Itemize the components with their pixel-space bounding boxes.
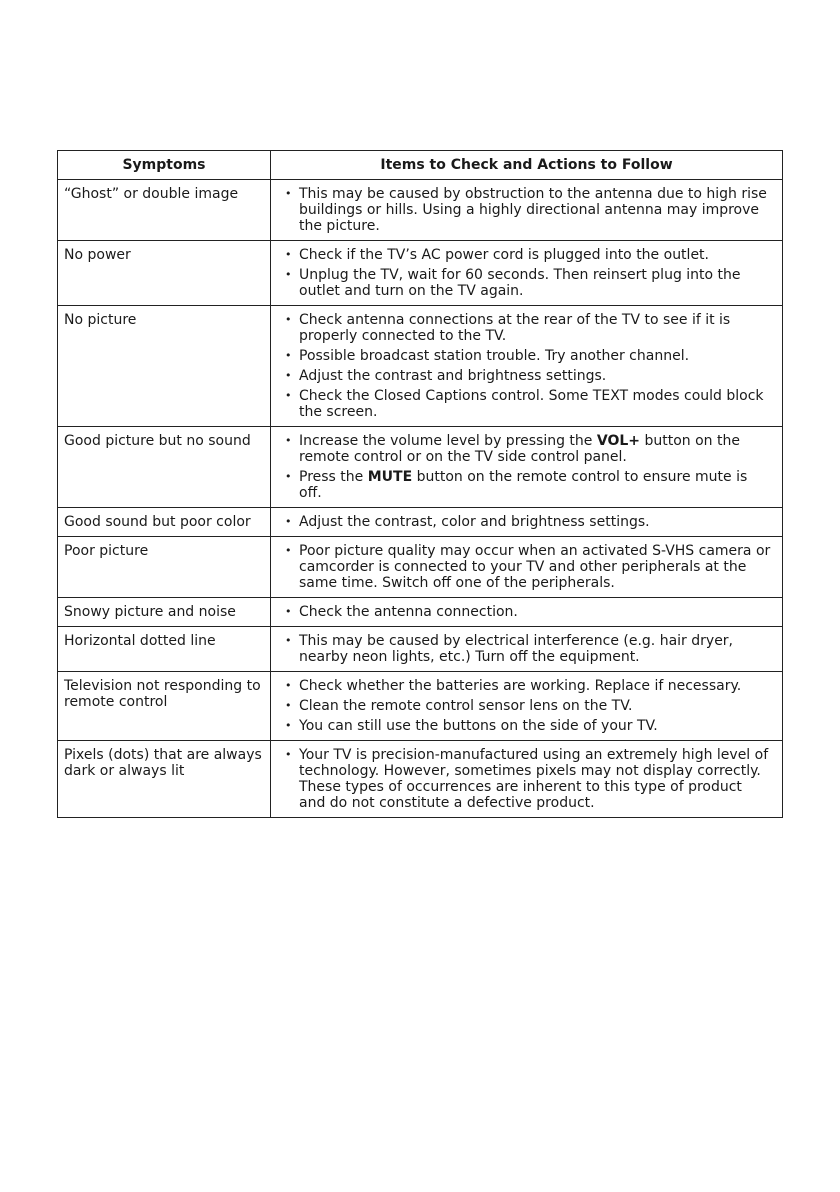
action-list — [285, 312, 772, 420]
bullet-icon: • — [285, 434, 292, 447]
bullet-icon: • — [285, 349, 292, 362]
bullet-icon: • — [285, 634, 292, 647]
action-item — [285, 267, 772, 299]
symptom-cell: Snowy picture and noise — [58, 598, 271, 627]
action-item — [285, 368, 772, 384]
bullet-icon: • — [285, 248, 292, 261]
action-list — [285, 433, 772, 501]
actions-cell — [271, 741, 783, 818]
action-text: You can still use the buttons on the side of your TV. — [299, 718, 658, 734]
action-list — [285, 678, 772, 734]
action-list — [285, 247, 772, 299]
actions-cell — [271, 241, 783, 306]
actions-cell — [271, 306, 783, 427]
table-row — [58, 627, 783, 672]
actions-cell — [271, 672, 783, 741]
table-row — [58, 241, 783, 306]
action-text: This may be caused by electrical interference (e.g. hair dryer, nearby neon lights, etc.) Turn off the equipment. — [299, 633, 734, 665]
action-item — [285, 514, 772, 530]
table-row — [58, 741, 783, 818]
action-text: Check whether the batteries are working. Replace if necessary. — [299, 678, 742, 694]
action-text: This may be caused by obstruction to the antenna due to high rise buildings or hills. Using a highly directional antenna may improve the picture. — [299, 186, 767, 234]
action-item — [285, 698, 772, 714]
action-text: button on the remote control to ensure mute is off. — [299, 469, 748, 501]
action-list — [285, 186, 772, 234]
symptom-cell: No power — [58, 241, 271, 306]
table-row — [58, 306, 783, 427]
table-row — [58, 537, 783, 598]
action-item — [285, 604, 772, 620]
action-item — [285, 312, 772, 344]
action-list — [285, 604, 772, 620]
action-text: Press the — [299, 469, 368, 485]
action-text: Check the antenna connection. — [299, 604, 518, 620]
action-item — [285, 348, 772, 364]
actions-cell — [271, 627, 783, 672]
table-row — [58, 508, 783, 537]
action-item — [285, 247, 772, 263]
bullet-icon: • — [285, 699, 292, 712]
bullet-icon: • — [285, 470, 292, 483]
bullet-icon: • — [285, 515, 292, 528]
action-item — [285, 433, 772, 465]
action-item — [285, 543, 772, 591]
actions-cell — [271, 598, 783, 627]
action-list — [285, 514, 772, 530]
action-text: Your TV is precision-manufactured using an extremely high level of technology. However, sometimes pixels may not display correctly. These types of occurrences are inherent to this type of product and do not constitute a defective product. — [299, 747, 769, 811]
actions-cell — [271, 508, 783, 537]
symptom-cell: Poor picture — [58, 537, 271, 598]
symptom-cell: Pixels (dots) that are always dark or always lit — [58, 741, 271, 818]
actions-header: Items to Check and Actions to Follow — [271, 151, 783, 180]
symptom-cell: Good picture but no sound — [58, 427, 271, 508]
symptom-cell: Television not responding to remote control — [58, 672, 271, 741]
symptom-cell: No picture — [58, 306, 271, 427]
action-item — [285, 718, 772, 734]
action-text: Check antenna connections at the rear of the TV to see if it is properly connected to the TV. — [299, 312, 731, 344]
troubleshooting-table — [57, 150, 783, 818]
action-text: Clean the remote control sensor lens on the TV. — [299, 698, 633, 714]
action-text: Adjust the contrast, color and brightness settings. — [299, 514, 650, 530]
table-header-row — [58, 151, 783, 180]
bullet-icon: • — [285, 679, 292, 692]
action-text: Increase the volume level by pressing the — [299, 433, 597, 449]
bullet-icon: • — [285, 748, 292, 761]
actions-cell — [271, 537, 783, 598]
table-row — [58, 672, 783, 741]
action-text: button on the remote control or on the TV side control panel. — [299, 433, 740, 465]
button-name-text: VOL+ — [596, 433, 641, 449]
action-text: Adjust the contrast and brightness settings. — [299, 368, 607, 384]
action-text: Poor picture quality may occur when an activated S-VHS camera or camcorder is connected to your TV and other peripherals at the same time. Switch off one of the peripherals. — [299, 543, 771, 591]
symptom-cell: Horizontal dotted line — [58, 627, 271, 672]
action-text: Possible broadcast station trouble. Try another channel. — [299, 348, 690, 364]
bullet-icon: • — [285, 719, 292, 732]
table-row — [58, 598, 783, 627]
bullet-icon: • — [285, 268, 292, 281]
actions-cell — [271, 427, 783, 508]
action-item — [285, 388, 772, 420]
table-row — [58, 180, 783, 241]
action-text: Unplug the TV, wait for 60 seconds. Then reinsert plug into the outlet and turn on the TV again. — [299, 267, 741, 299]
table-row — [58, 427, 783, 508]
symptoms-header: Symptoms — [58, 151, 271, 180]
actions-cell — [271, 180, 783, 241]
action-item — [285, 678, 772, 694]
action-list — [285, 747, 772, 811]
table-body — [58, 180, 783, 818]
symptom-cell: “Ghost” or double image — [58, 180, 271, 241]
action-item — [285, 186, 772, 234]
action-item — [285, 633, 772, 665]
action-text: Check the Closed Captions control. Some TEXT modes could block the screen. — [299, 388, 764, 420]
bullet-icon: • — [285, 369, 292, 382]
action-list — [285, 633, 772, 665]
action-item — [285, 469, 772, 501]
action-text: Check if the TV’s AC power cord is plugged into the outlet. — [299, 247, 709, 263]
action-list — [285, 543, 772, 591]
bullet-icon: • — [285, 605, 292, 618]
symptom-cell: Good sound but poor color — [58, 508, 271, 537]
action-item — [285, 747, 772, 811]
bullet-icon: • — [285, 187, 292, 200]
bullet-icon: • — [285, 389, 292, 402]
bullet-icon: • — [285, 313, 292, 326]
button-name-text: MUTE — [367, 469, 413, 485]
bullet-icon: • — [285, 544, 292, 557]
